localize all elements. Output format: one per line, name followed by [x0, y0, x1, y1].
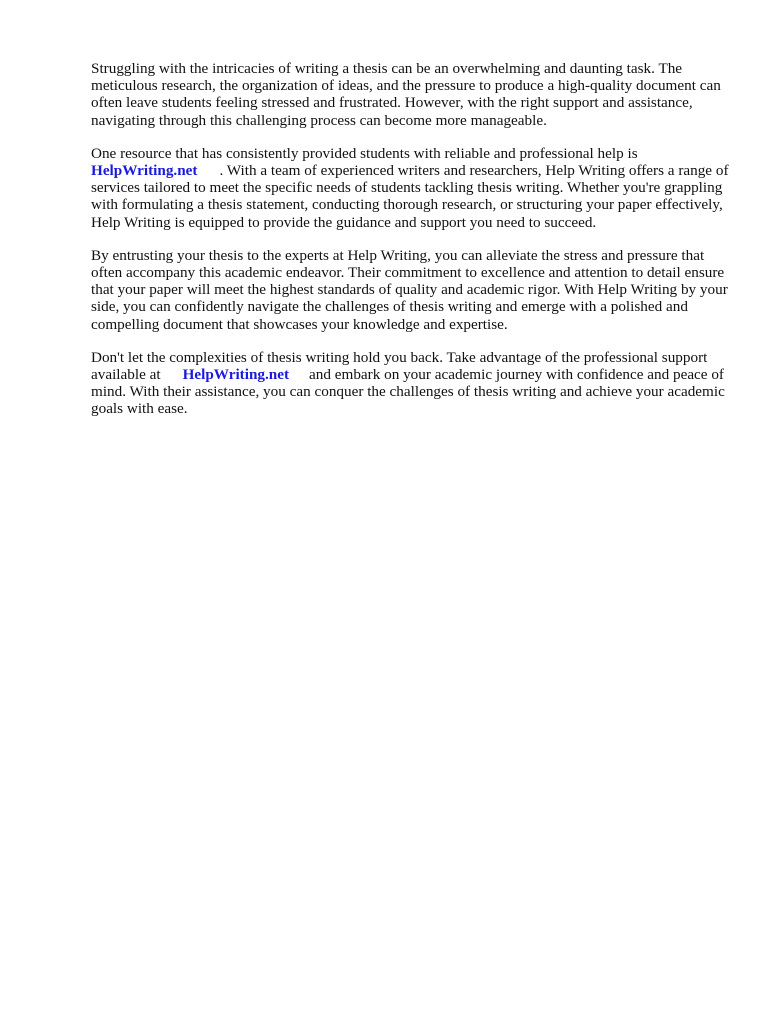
- helpwriting-link[interactable]: HelpWriting.net: [91, 162, 198, 180]
- document-body: [91, 60, 731, 434]
- paragraph-cta-text-after: and embark on your academic journey with confidence and peace of mind. With their assistance, you can conquer the challenges of thesis writing and achieve your academic goals with ease.: [91, 366, 725, 418]
- paragraph-call-to-action: [91, 349, 731, 418]
- paragraph-resource-text-before: One resource that has consistently provided students with reliable and professional help is: [91, 144, 638, 162]
- paragraph-cta-text-before: Don't let the complexities of thesis writing hold you back. Take advantage of the professional support available at: [91, 348, 708, 384]
- paragraph-resource: [91, 145, 731, 231]
- paragraph-experts: [91, 247, 731, 333]
- paragraph-resource-text-after: . With a team of experienced writers and researchers, Help Writing offers a range of services tailored to meet the specific needs of students tackling thesis writing. Whether you're grappling with formulating a thesis statement, conducting thorough research, or structuring your paper effectively, Help Writing is equipped to provide the guidance and support you need to succeed.: [91, 162, 729, 231]
- paragraph-intro-text: Struggling with the intricacies of writing a thesis can be an overwhelming and daunting task. The meticulous research, the organization of ideas, and the pressure to produce a high-quality document can often leave students feeling stressed and frustrated. However, with the right support and assistance, navigating through this challenging process can become more manageable.: [91, 60, 721, 129]
- paragraph-intro: [91, 60, 731, 129]
- paragraph-experts-text: By entrusting your thesis to the experts at Help Writing, you can alleviate the stress and pressure that often accompany this academic endeavor. Their commitment to excellence and attention to detail ensure that your paper will meet the highest standards of quality and academic rigor. With Help Writing by your side, you can confidently navigate the challenges of thesis writing and emerge with a polished and compelling document that showcases your knowledge and expertise.: [91, 246, 728, 333]
- helpwriting-link[interactable]: HelpWriting.net: [182, 366, 290, 384]
